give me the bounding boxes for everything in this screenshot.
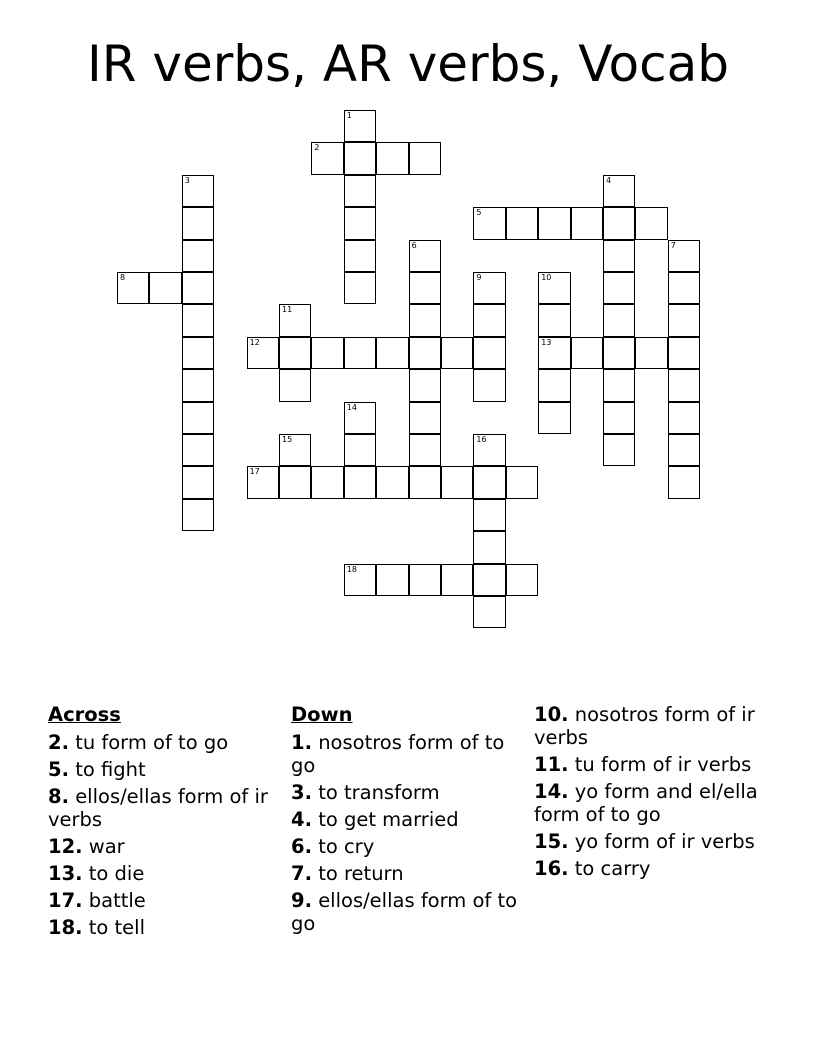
cell-number: 10 [541, 273, 552, 282]
grid-cell[interactable] [311, 466, 343, 498]
grid-cell[interactable] [473, 564, 505, 596]
grid-cell[interactable] [117, 272, 149, 304]
grid-cell[interactable] [344, 175, 376, 207]
grid-cell[interactable] [603, 175, 635, 207]
cell-number: 15 [282, 435, 293, 444]
grid-cell[interactable] [182, 369, 214, 401]
grid-cell[interactable] [635, 207, 667, 239]
clue-text: yo form of ir verbs [574, 830, 755, 853]
grid-cell[interactable] [182, 272, 214, 304]
clue-text: to tell [88, 916, 146, 939]
clue-number: 4. [291, 808, 312, 831]
clue-text: battle [88, 889, 146, 912]
across-heading: Across [48, 703, 121, 726]
grid-cell[interactable] [344, 337, 376, 369]
grid-cell[interactable] [247, 337, 279, 369]
grid-cell[interactable] [344, 466, 376, 498]
grid-cell[interactable] [473, 466, 505, 498]
grid-cell[interactable] [473, 499, 505, 531]
grid-cell[interactable] [344, 564, 376, 596]
cell-number: 12 [249, 337, 260, 347]
clue-text: to fight [75, 758, 146, 781]
clue-number: 6. [291, 835, 312, 858]
grid-cell[interactable] [668, 337, 700, 369]
grid-cell[interactable] [182, 304, 214, 336]
puzzle-title: IR verbs, AR verbs, Vocab [87, 35, 729, 93]
grid-cell[interactable] [668, 240, 700, 272]
clue-text: ellos/ellas form of to go [291, 889, 518, 935]
clue-number: 10. [534, 703, 569, 726]
cell-number: 5 [476, 208, 482, 218]
grid-cell[interactable] [441, 564, 473, 596]
clue-number: 11. [534, 753, 569, 776]
clue-number: 2. [48, 731, 69, 754]
clue-number: 9. [291, 889, 312, 912]
clue-number: 7. [291, 862, 312, 885]
clue-text: nosotros form of ir verbs [534, 703, 755, 749]
grid-cell[interactable] [538, 272, 570, 304]
cell-number: 11 [282, 305, 293, 315]
grid-cell[interactable] [344, 207, 376, 239]
grid-cell[interactable] [409, 466, 441, 498]
clue-down-9 [291, 889, 531, 935]
clue-number: 3. [291, 781, 312, 804]
cell-number: 3 [184, 175, 190, 185]
grid-cell[interactable] [182, 499, 214, 531]
clue-down-10 [534, 703, 774, 749]
grid-cell[interactable] [344, 272, 376, 304]
clue-number: 12. [48, 835, 83, 858]
grid-cell[interactable] [409, 240, 441, 272]
grid-cell[interactable] [668, 402, 700, 434]
cell-number: 6 [411, 240, 417, 250]
grid-cell[interactable] [635, 337, 667, 369]
cell-number: 4 [606, 175, 612, 185]
grid-cell[interactable] [538, 207, 570, 239]
grid-cell[interactable] [473, 272, 505, 304]
grid-cell[interactable] [182, 207, 214, 239]
grid-cell[interactable] [441, 337, 473, 369]
clue-text: to return [318, 862, 404, 885]
grid-cell[interactable] [506, 207, 538, 239]
grid-cell[interactable] [182, 175, 214, 207]
grid-cell[interactable] [603, 402, 635, 434]
grid-cell[interactable] [182, 402, 214, 434]
cell-number: 9 [476, 273, 482, 282]
clue-text: yo form and el/ella form of to go [534, 780, 758, 826]
grid-cell[interactable] [409, 272, 441, 304]
grid-cell[interactable] [376, 564, 408, 596]
grid-cell[interactable] [311, 337, 343, 369]
grid-cell[interactable] [473, 304, 505, 336]
clue-down-14 [534, 780, 774, 826]
clue-number: 18. [48, 916, 83, 939]
clue-across-17 [48, 889, 288, 912]
clue-down-7 [291, 862, 531, 885]
grid-cell[interactable] [279, 304, 311, 336]
cell-number: 18 [346, 564, 357, 574]
clue-number: 13. [48, 862, 83, 885]
grid-cell[interactable] [247, 466, 279, 498]
grid-cell[interactable] [538, 369, 570, 401]
grid-cell[interactable] [182, 337, 214, 369]
grid-cell[interactable] [506, 564, 538, 596]
grid-cell[interactable] [668, 466, 700, 498]
clue-across-2 [48, 731, 288, 754]
grid-cell[interactable] [376, 142, 408, 174]
clue-text: tu form of ir verbs [574, 753, 752, 776]
grid-cell[interactable] [603, 369, 635, 401]
grid-cell[interactable] [409, 434, 441, 466]
clue-across-5 [48, 758, 288, 781]
grid-cell[interactable] [376, 337, 408, 369]
grid-cell[interactable] [668, 369, 700, 401]
grid-cell[interactable] [279, 434, 311, 466]
clue-number: 8. [48, 785, 69, 808]
grid-cell[interactable] [409, 142, 441, 174]
clue-across-12 [48, 835, 288, 858]
grid-cell[interactable] [571, 337, 603, 369]
grid-cell[interactable] [473, 207, 505, 239]
grid-cell[interactable] [668, 272, 700, 304]
clue-down-15 [534, 830, 774, 853]
clue-down-1 [291, 731, 531, 777]
grid-cell[interactable] [603, 207, 635, 239]
grid-cell[interactable] [182, 240, 214, 272]
clues-column-2 [291, 703, 531, 939]
clue-across-13 [48, 862, 288, 885]
cell-number: 1 [346, 111, 352, 120]
cell-number: 14 [346, 402, 357, 412]
cell-number: 2 [314, 143, 320, 153]
grid-cell[interactable] [409, 304, 441, 336]
clue-text: to get married [318, 808, 459, 831]
cell-number: 16 [476, 435, 487, 444]
grid-cell[interactable] [279, 466, 311, 498]
grid-cell[interactable] [538, 337, 570, 369]
clue-number: 14. [534, 780, 569, 803]
clue-across-18 [48, 916, 288, 939]
grid-cell[interactable] [473, 337, 505, 369]
grid-cell[interactable] [149, 272, 181, 304]
grid-cell[interactable] [344, 402, 376, 434]
grid-cell[interactable] [409, 564, 441, 596]
clue-text: ellos/ellas form of ir verbs [48, 785, 268, 831]
grid-cell[interactable] [668, 434, 700, 466]
grid-cell[interactable] [668, 304, 700, 336]
clue-number: 16. [534, 857, 569, 880]
grid-cell[interactable] [376, 466, 408, 498]
clue-text: war [88, 835, 125, 858]
cell-number: 13 [541, 337, 552, 347]
clue-number: 15. [534, 830, 569, 853]
grid-cell[interactable] [538, 304, 570, 336]
clue-number: 17. [48, 889, 83, 912]
clue-down-16 [534, 857, 774, 880]
grid-cell[interactable] [473, 596, 505, 628]
down-heading: Down [291, 703, 353, 726]
cell-number: 17 [249, 467, 260, 477]
grid-cell[interactable] [279, 337, 311, 369]
cell-number: 7 [670, 240, 676, 250]
clue-number: 1. [291, 731, 312, 754]
clue-text: to transform [318, 781, 440, 804]
grid-cell[interactable] [603, 434, 635, 466]
grid-cell[interactable] [506, 466, 538, 498]
clue-down-6 [291, 835, 531, 858]
clue-across-8 [48, 785, 288, 831]
grid-cell[interactable] [571, 207, 603, 239]
grid-cell[interactable] [279, 369, 311, 401]
clue-text: to carry [574, 857, 651, 880]
grid-cell[interactable] [603, 337, 635, 369]
clue-text: to cry [318, 835, 375, 858]
grid-cell[interactable] [473, 531, 505, 563]
grid-cell[interactable] [182, 466, 214, 498]
grid-cell[interactable] [409, 369, 441, 401]
grid-cell[interactable] [538, 402, 570, 434]
clue-down-11 [534, 753, 774, 776]
grid-cell[interactable] [344, 434, 376, 466]
grid-cell[interactable] [409, 402, 441, 434]
grid-cell[interactable] [311, 142, 343, 174]
grid-cell[interactable] [182, 434, 214, 466]
clue-text: nosotros form of to go [291, 731, 505, 777]
grid-cell[interactable] [603, 240, 635, 272]
clues-column-1 [48, 703, 288, 943]
grid-cell[interactable] [344, 110, 376, 142]
grid-cell[interactable] [473, 369, 505, 401]
grid-cell[interactable] [344, 142, 376, 174]
clue-text: tu form of to go [75, 731, 229, 754]
clue-down-4 [291, 808, 531, 831]
clues-column-3 [534, 703, 774, 884]
grid-cell[interactable] [603, 304, 635, 336]
grid-cell[interactable] [409, 337, 441, 369]
grid-cell[interactable] [441, 466, 473, 498]
clue-text: to die [88, 862, 145, 885]
grid-cell[interactable] [344, 240, 376, 272]
grid-cell[interactable] [473, 434, 505, 466]
grid-cell[interactable] [603, 272, 635, 304]
clue-number: 5. [48, 758, 69, 781]
cell-number: 8 [120, 273, 126, 282]
clue-down-3 [291, 781, 531, 804]
